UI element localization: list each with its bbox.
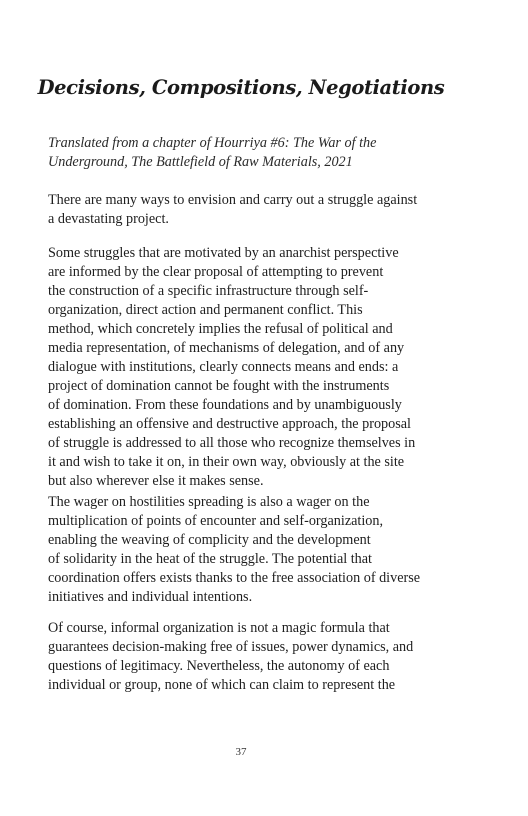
text-line: dialogue with institutions, clearly connects means and ends: a [48, 359, 399, 375]
subtitle-line: Underground, The Battlefield of Raw Materials, 2021 [48, 154, 353, 170]
text-line: it and wish to take it on, in their own way, obviously at the site [48, 454, 405, 470]
paragraph-3 [48, 493, 436, 607]
text-line: Some struggles that are motivated by an anarchist perspective [48, 245, 399, 261]
text-line: organization, direct action and permanent conflict. This [48, 302, 363, 318]
text-line: guarantees decision-making free of issues, power dynamics, and [48, 639, 414, 655]
text-line: media representation, of mechanisms of delegation, and of any [48, 340, 405, 356]
text-line: of domination. From these foundations and by unambiguously [48, 397, 402, 413]
chapter-title: Decisions, Compositions, Negotiations [37, 76, 445, 99]
text-line: a devastating project. [48, 211, 169, 227]
text-line: questions of legitimacy. Nevertheless, the autonomy of each [48, 658, 390, 674]
text-line: of solidarity in the heat of the struggle. The potential that [48, 551, 372, 567]
subtitle-line: Translated from a chapter of Hourriya #6: The War of the [48, 135, 377, 151]
paragraph-1 [48, 191, 436, 229]
text-line: are informed by the clear proposal of attempting to prevent [48, 264, 384, 280]
text-line: initiatives and individual intentions. [48, 589, 253, 605]
page-number: 37 [235, 746, 247, 758]
text-line: multiplication of points of encounter and self-organization, [48, 513, 384, 529]
text-line: of struggle is addressed to all those who recognize themselves in [48, 435, 416, 451]
text-line: enabling the weaving of complicity and the development [48, 532, 371, 548]
text-line: project of domination cannot be fought with the instruments [48, 378, 390, 394]
text-line: coordination offers exists thanks to the free association of diverse [48, 570, 421, 586]
text-line: the construction of a specific infrastructure through self- [48, 283, 369, 299]
chapter-subtitle [48, 134, 448, 172]
text-line: The wager on hostilities spreading is also a wager on the [48, 494, 370, 510]
text-line: but also wherever else it makes sense. [48, 473, 264, 489]
paragraph-4 [48, 619, 436, 695]
text-line: establishing an offensive and destructive approach, the proposal [48, 416, 411, 432]
text-line: individual or group, none of which can claim to represent the [48, 677, 396, 693]
text-line: method, which concretely implies the refusal of political and [48, 321, 393, 337]
text-line: Of course, informal organization is not a magic formula that [48, 620, 390, 636]
text-line: There are many ways to envision and carry out a struggle against [48, 192, 418, 208]
paragraph-2 [48, 244, 436, 491]
